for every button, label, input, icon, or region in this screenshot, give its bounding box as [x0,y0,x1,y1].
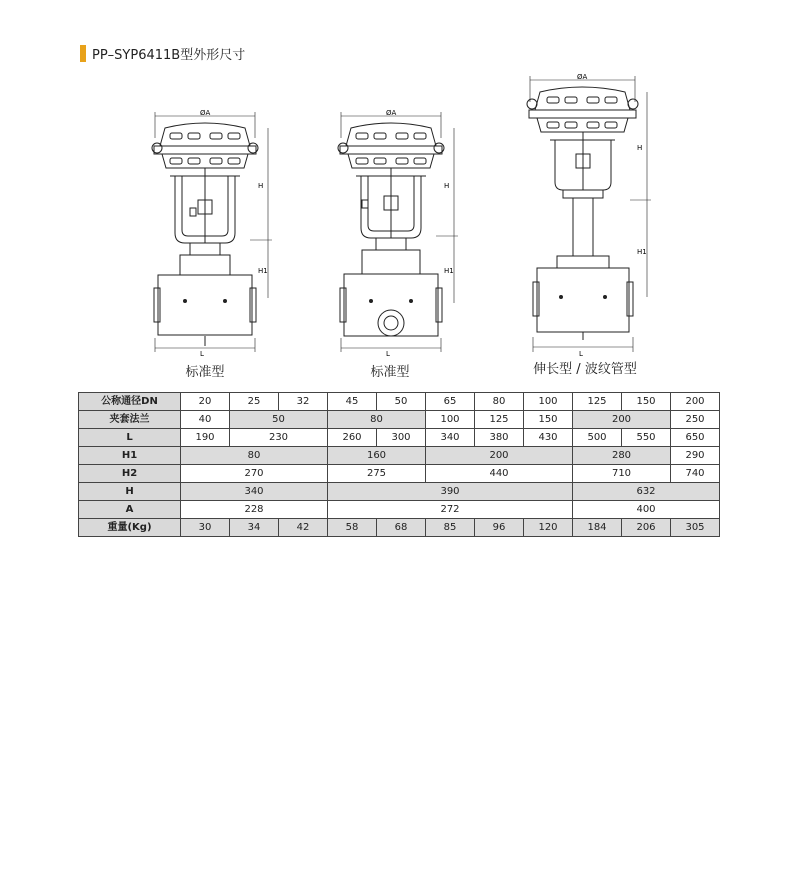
table-cell: 25 [230,393,279,411]
table-cell: 80 [475,393,524,411]
table-row [79,519,720,537]
dim-l-label: L [200,350,204,358]
row-header: 重量(Kg) [79,519,181,537]
dim-h-label: H [444,182,450,190]
table-cell: 228 [181,501,328,519]
table-cell: 190 [181,429,230,447]
table-cell: 150 [622,393,671,411]
table-cell: 184 [573,519,622,537]
caption-standard-1: 标准型 [185,365,225,380]
table-cell: 58 [328,519,377,537]
table-cell: 272 [328,501,573,519]
table-cell: 230 [230,429,328,447]
dim-a-label: ØA [386,109,397,117]
dim-l-label: L [386,350,390,358]
table-cell: 206 [622,519,671,537]
table-cell: 100 [426,411,475,429]
table-cell: 710 [573,465,671,483]
table-cell: 68 [377,519,426,537]
table-cell: 550 [622,429,671,447]
row-header: H1 [79,447,181,465]
table-cell: 42 [279,519,328,537]
row-header: H2 [79,465,181,483]
table-cell: 45 [328,393,377,411]
table-cell: 390 [328,483,573,501]
row-header: 公称通径DN [79,393,181,411]
table-cell: 280 [573,447,671,465]
table-cell: 340 [181,483,328,501]
table-cell: 300 [377,429,426,447]
table-cell: 250 [671,411,720,429]
table-cell: 440 [426,465,573,483]
table-cell: 275 [328,465,426,483]
dim-h-label: H [637,144,643,152]
table-cell: 500 [573,429,622,447]
table-cell: 200 [671,393,720,411]
dim-h-label: H [258,182,264,190]
table-cell: 400 [573,501,720,519]
table-cell: 80 [181,447,328,465]
table-cell: 34 [230,519,279,537]
table-cell: 270 [181,465,328,483]
table-cell: 50 [230,411,328,429]
dim-h1-label: H1 [444,267,454,275]
table-cell: 150 [524,411,573,429]
table-cell: 85 [426,519,475,537]
table-cell: 632 [573,483,720,501]
row-header: A [79,501,181,519]
caption-standard-2: 标准型 [370,365,410,380]
table-cell: 650 [671,429,720,447]
dim-a-label: ØA [577,73,588,81]
table-cell: 305 [671,519,720,537]
table-row [79,465,720,483]
table-cell: 340 [426,429,475,447]
caption-extended: 伸长型 / 波纹管型 [533,362,637,377]
row-header: H [79,483,181,501]
valve-drawing-standard-1 [140,108,280,358]
table-cell: 125 [475,411,524,429]
table-row [79,501,720,519]
table-row [79,411,720,429]
table-cell: 80 [328,411,426,429]
table-cell: 380 [475,429,524,447]
table-cell: 200 [426,447,573,465]
table-cell: 740 [671,465,720,483]
dim-a-label: ØA [200,109,211,117]
table-cell: 100 [524,393,573,411]
valve-drawing-extended [515,72,660,358]
title-accent-bar [80,45,86,62]
table-cell: 20 [181,393,230,411]
table-cell: 50 [377,393,426,411]
table-row [79,429,720,447]
dimension-table [78,392,720,537]
table-cell: 160 [328,447,426,465]
table-cell: 125 [573,393,622,411]
table-cell: 120 [524,519,573,537]
table-cell: 96 [475,519,524,537]
table-cell: 430 [524,429,573,447]
table-row [79,483,720,501]
row-header: 夹套法兰 [79,411,181,429]
table-row [79,393,720,411]
table-cell: 200 [573,411,671,429]
valve-drawing-standard-2 [326,108,466,358]
table-cell: 65 [426,393,475,411]
table-row [79,447,720,465]
dim-h1-label: H1 [258,267,268,275]
table-cell: 32 [279,393,328,411]
table-cell: 30 [181,519,230,537]
dim-h1-label: H1 [637,248,647,256]
table-cell: 40 [181,411,230,429]
table-cell: 260 [328,429,377,447]
dim-l-label: L [579,350,583,358]
page-title: PP–SYP6411B型外形尺寸 [92,48,246,63]
table-cell: 290 [671,447,720,465]
row-header: L [79,429,181,447]
